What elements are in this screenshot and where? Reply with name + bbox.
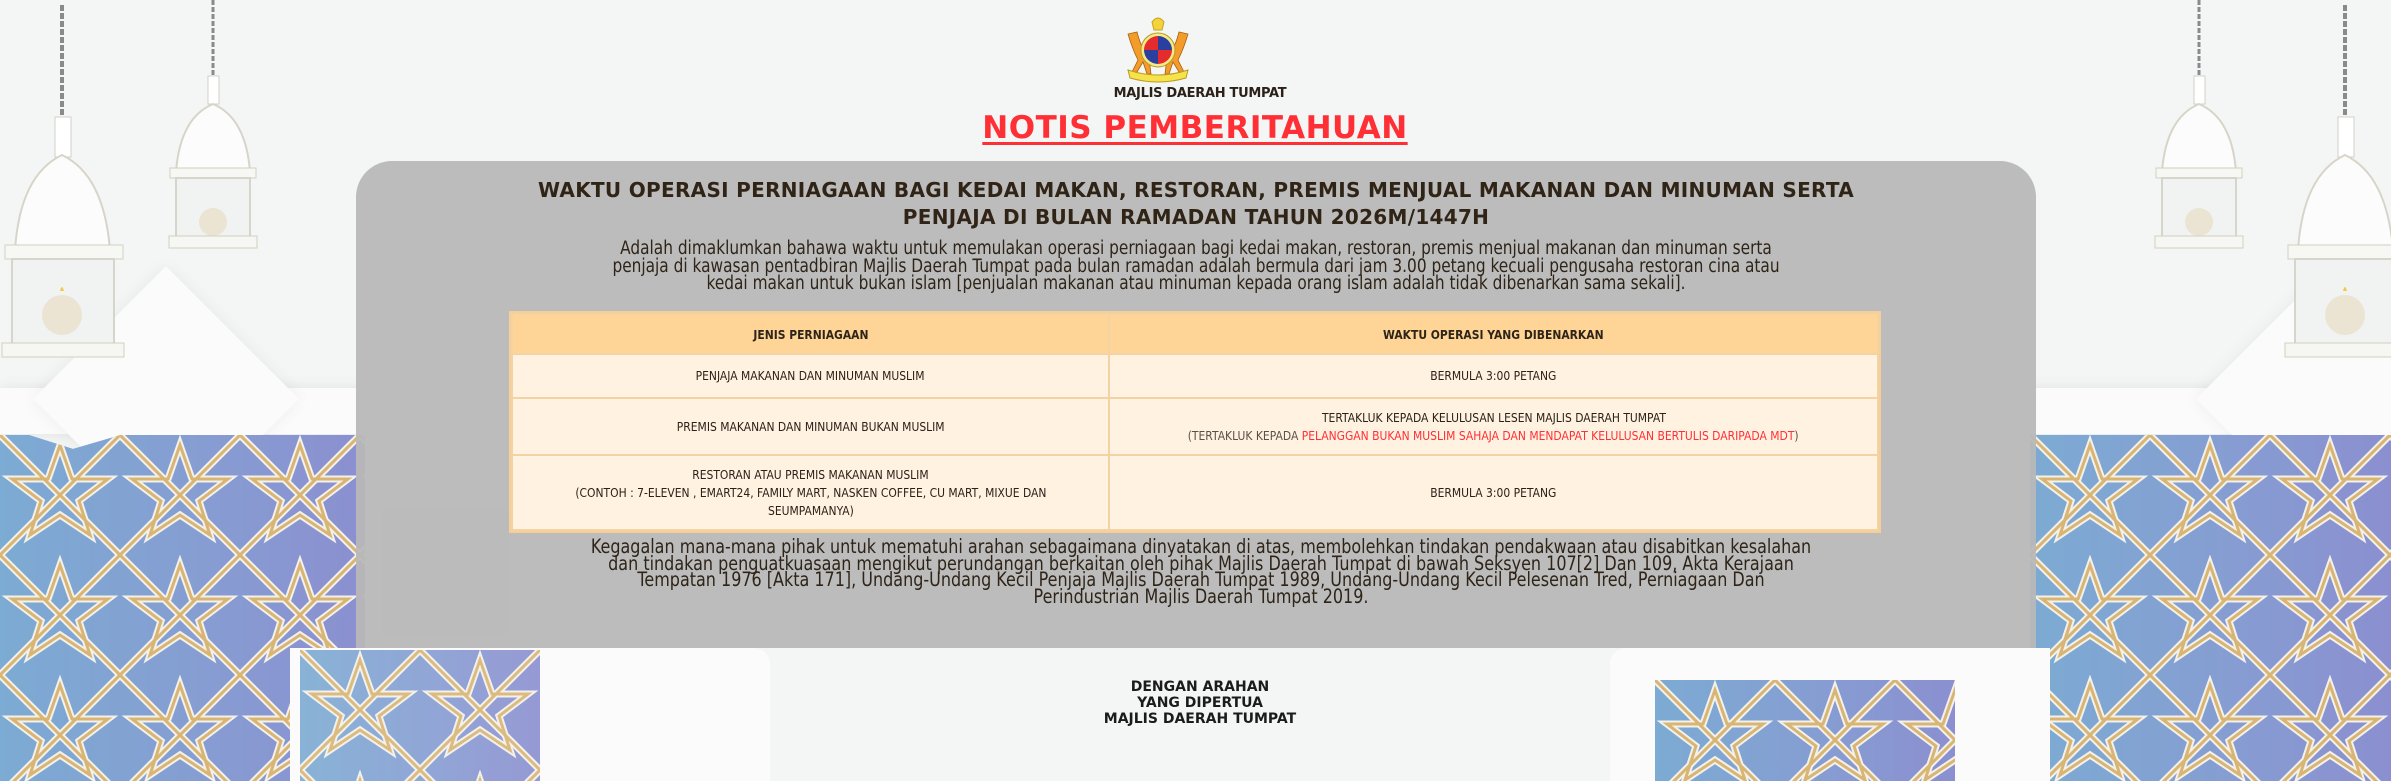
- lantern-icon: [2283, 5, 2391, 365]
- notice-footer-line: Kegagalan mana-mana pihak untuk mematuhi arahan sebagaimana dinyatakan di atas, membolehkan tindakan pendakwaan atau disabitkan kesalahan: [590, 535, 1812, 558]
- lantern-icon: [2154, 0, 2244, 260]
- business-type-cell: RESTORAN ATAU PREMIS MAKANAN MUSLIM (CONTOH : 7-ELEVEN , EMART24, FAMILY MART, NASKEN COFFEE, CU MART, MIXUE DAN SEUMPAMANYA): [512, 455, 1109, 530]
- operating-hours-cell: BERMULA 3:00 PETANG: [1109, 455, 1878, 530]
- signature-line: YANG DIPERTUA: [1137, 695, 1263, 711]
- notice-heading-line: WAKTU OPERASI PERNIAGAAN BAGI KEDAI MAKAN, RESTORAN, PREMIS MENJUAL MAKANAN DAN MINUMAN SERTA: [537, 178, 1855, 202]
- operating-hours-cell: BERMULA 3:00 PETANG: [1109, 354, 1878, 398]
- islamic-pattern-bottom-right: [1655, 680, 1955, 781]
- notice-title: NOTIS PEMBERITAHUAN: [982, 110, 1408, 146]
- islamic-pattern-bottom-left: [300, 650, 540, 781]
- operating-hours-table: [509, 311, 1881, 533]
- table-header-operating-hours: WAKTU OPERASI YANG DIBENARKAN: [1109, 314, 1878, 354]
- note-highlight: PELANGGAN BUKAN MUSLIM SAHAJA DAN MENDAPAT KELULUSAN BERTULIS DARIPADA MDT: [1302, 427, 1795, 443]
- notice-intro-line: Adalah dimaklumkan bahawa waktu untuk memulakan operasi perniagaan bagi kedai makan, restoran, premis menjual makanan dan minuman serta: [620, 238, 1772, 259]
- islamic-pattern-right: [2030, 435, 2391, 781]
- notice-intro: [356, 240, 2036, 300]
- org-name: MAJLIS DAERAH TUMPAT: [1113, 86, 1287, 101]
- notice-intro-line: kedai makan untuk bukan islam [penjualan makanan atau minuman kepada orang islam adalah tidak dibenarkan sama sekali].: [706, 273, 1686, 294]
- majlis-crest-logo-icon: [1118, 14, 1198, 84]
- operating-hours-cell: TERTAKLUK KEPADA KELULUSAN LESEN MAJLIS DAERAH TUMPAT (TERTAKLUK KEPADA PELANGGAN BUKAN MUSLIM SAHAJA DAN MENDAPAT KELULUSAN BERTULIS DARIPADA MDT): [1109, 398, 1878, 455]
- lantern-icon: [168, 0, 258, 260]
- notice-footer: [356, 535, 2036, 608]
- notice-heading: [356, 177, 2036, 231]
- lantern-icon: [0, 5, 125, 365]
- business-type-cell: PENJAJA MAKANAN DAN MINUMAN MUSLIM: [512, 354, 1109, 398]
- notice-intro-line: penjaja di kawasan pentadbiran Majlis Daerah Tumpat pada bulan ramadan adalah bermula dari jam 3.00 petang kecuali pengusaha restoran cina atau: [612, 255, 1780, 277]
- notice-footer-line: dan tindakan penguatkuasaan mengikut perundangan berkaitan oleh pihak Majlis Daerah Tumpat di bawah Seksyen 107[2] Dan 109, Akta Kerajaan: [608, 551, 1794, 575]
- notice-heading-line: PENJAJA DI BULAN RAMADAN TAHUN 2026M/1447H: [902, 205, 1490, 229]
- notice-footer-line: Tempatan 1976 [Akta 171], Undang-Undang Kecil Penjaja Majlis Daerah Tumpat 1989, Undang-Undang Kecil Pelesenan Tred, Perniagaan Dan: [637, 568, 1765, 591]
- business-type-cell: PREMIS MAKANAN DAN MINUMAN BUKAN MUSLIM: [512, 398, 1109, 455]
- table-row: [512, 354, 1878, 398]
- signature-line: DENGAN ARAHAN: [1130, 679, 1270, 695]
- notice-panel: [356, 161, 2036, 648]
- table-row: [512, 455, 1878, 530]
- table-header-business-type: JENIS PERNIAGAAN: [512, 314, 1109, 354]
- signature-line: MAJLIS DAERAH TUMPAT: [1103, 711, 1297, 727]
- notice-footer-line: Perindustrian Majlis Daerah Tumpat 2019.: [1033, 584, 1369, 608]
- table-row: [512, 398, 1878, 455]
- signature-block: [1000, 679, 1400, 727]
- operating-hours-note: (TERTAKLUK KEPADA PELANGGAN BUKAN MUSLIM SAHAJA DAN MENDAPAT KELULUSAN BERTULIS DARIPADA MDT): [1188, 427, 1799, 443]
